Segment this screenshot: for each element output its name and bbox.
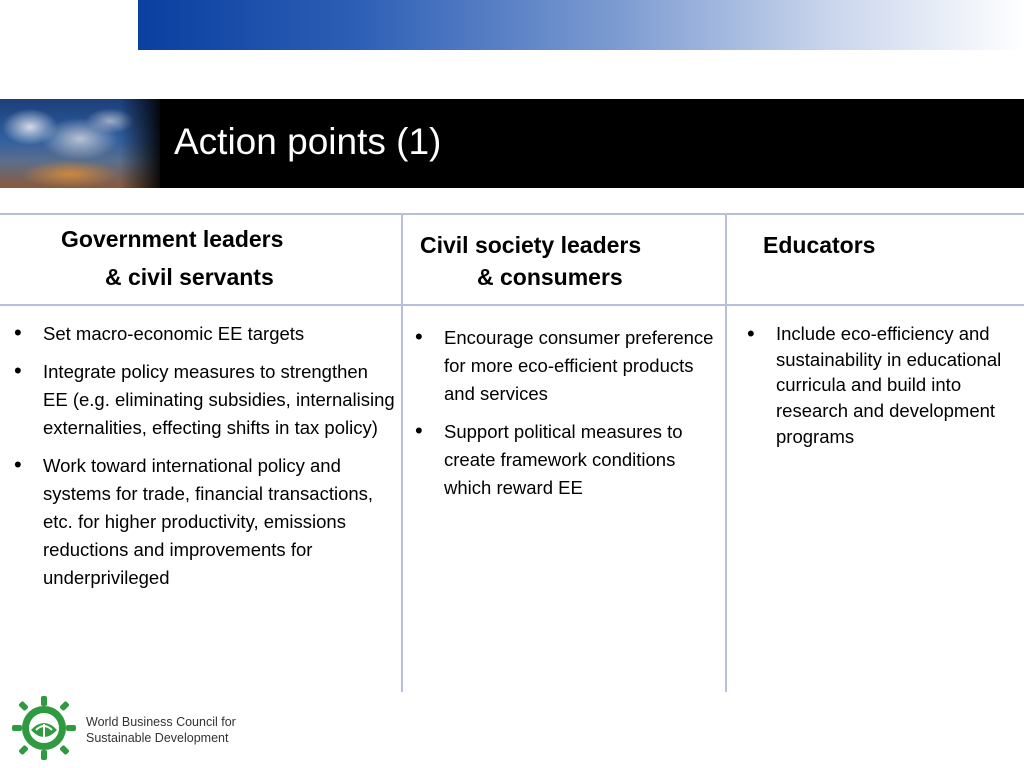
bullet-text: Include eco-efficiency and sustainability in educational curricula and build into research and development programs [776,323,1002,447]
table-top-border [0,213,1024,215]
organization-name [86,714,236,746]
bullet-text: Set macro-economic EE targets [43,323,305,344]
list-item [412,418,727,502]
column-heading-line: Government leaders [61,226,284,252]
column-heading-government [61,223,283,293]
list-item [412,324,727,408]
bullet-text: Support political measures to create framework conditions which reward EE [444,421,683,498]
bullet-dot: • [14,358,22,383]
bullet-text: Work toward international policy and systems for trade, financial transactions, etc. for higher productivity, emissions reductions and improvements for underprivileged [43,455,374,588]
column-heading-line: & consumers [477,264,623,290]
organization-name-line: Sustainable Development [86,731,229,745]
bullet-dot: • [14,320,22,345]
column-heading-line: Educators [763,232,876,258]
bullet-dot: • [747,321,755,346]
bullet-list-civil-society [412,324,727,512]
sky-image-fade [120,99,165,188]
bullet-text: Integrate policy measures to strengthen EE (e.g. eliminating subsidies, internalising externalities, effecting shifts in tax policy) [43,361,395,438]
bullet-list-government [11,320,396,602]
bullet-dot: • [415,324,423,349]
bullet-text: Encourage consumer preference for more eco-efficient products and services [444,327,714,404]
table-header-divider [0,304,1024,306]
slide-title: Action points (1) [174,121,442,162]
column-heading-civil-society [420,229,641,293]
organization-name-line: World Business Council for [86,715,236,729]
list-item [11,358,396,442]
list-item [11,452,396,592]
header-gradient-band [138,0,1024,50]
bullet-dot: • [415,418,423,443]
list-item [11,320,396,348]
wbcsd-logo-icon [10,694,78,762]
column-divider-1 [401,213,403,692]
column-heading-line: Civil society leaders [420,232,642,258]
column-heading-educators [763,229,875,261]
bullet-dot: • [14,452,22,477]
column-heading-line: & civil servants [105,264,274,290]
bullet-list-educators [744,321,1006,460]
list-item [744,321,1006,450]
